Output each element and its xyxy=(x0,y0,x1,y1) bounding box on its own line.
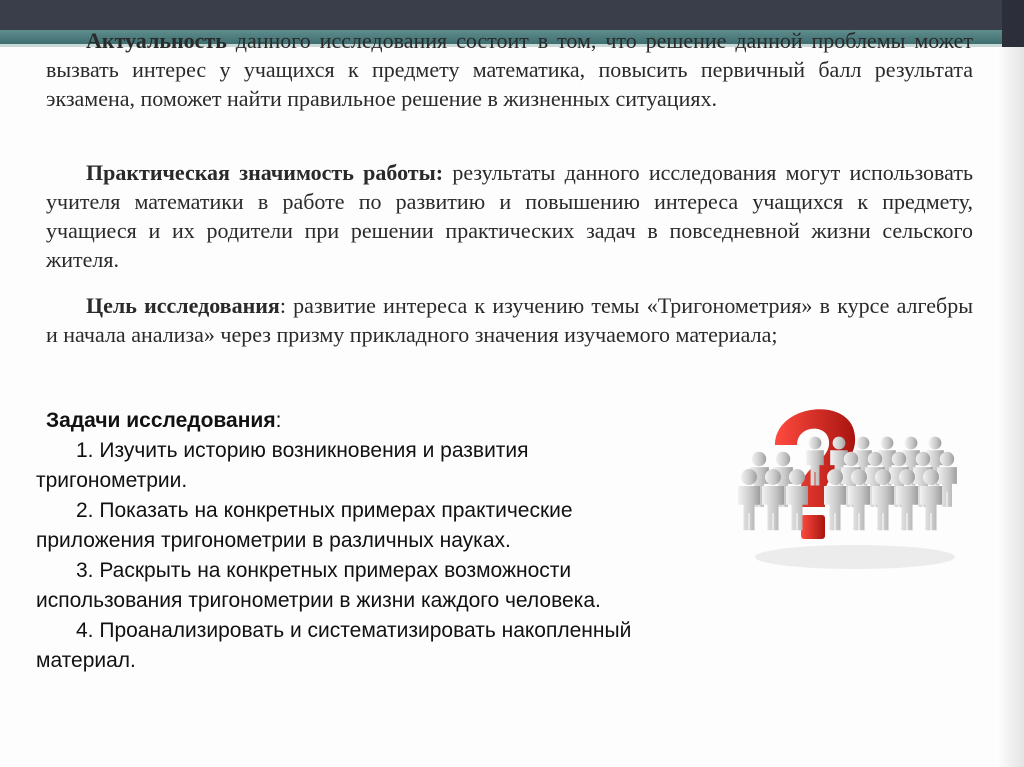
question-mark-dot xyxy=(801,515,825,539)
crowd-group xyxy=(738,437,957,531)
significance-text: результаты данного исследования могут использовать учителя математики в работе по развитию и повышению интереса учащихся к предмету, учащиеся и их родители при решении практических задач в повседневной жизни сельского жителя. xyxy=(46,160,973,272)
task-line: тригонометрии. xyxy=(36,469,188,492)
paragraph-actuality xyxy=(46,26,973,113)
goal-text: развитие интереса к изучению темы «Тригонометрия» в курсе алгебры и начала анализа» через призму прикладного значения изучаемого материала; xyxy=(46,293,974,347)
person-figure xyxy=(872,469,894,530)
goal-colon: : xyxy=(279,293,286,318)
person-figure xyxy=(824,469,846,530)
question-mark-crowd-icon xyxy=(735,385,965,575)
slide-edge-shadow xyxy=(996,0,1024,767)
actuality-lead: Актуальность xyxy=(86,28,227,53)
tasks-heading-colon: : xyxy=(275,409,282,432)
significance-lead: Практическая значимость работы: xyxy=(86,160,444,185)
task-line: приложения тригонометрии в различных науках. xyxy=(36,529,511,552)
tasks-heading: Задачи исследования xyxy=(46,409,276,432)
task-line: 4. Проанализировать и систематизировать накопленный xyxy=(76,619,632,642)
tasks-section xyxy=(36,406,776,676)
task-line: 1. Изучить историю возникновения и развития xyxy=(76,439,529,462)
person-figure xyxy=(762,469,784,530)
paragraph-goal xyxy=(46,291,973,349)
task-line: 3. Раскрыть на конкретных примерах возможности xyxy=(76,559,572,582)
tasks-heading-line xyxy=(36,406,776,436)
paragraph-significance xyxy=(46,158,973,274)
ground-shadow xyxy=(755,545,955,569)
goal-lead: Цель исследования xyxy=(86,293,280,318)
person-figure xyxy=(738,469,760,530)
task-line: использования тригонометрии в жизни каждого человека. xyxy=(36,589,601,612)
person-figure xyxy=(896,469,918,530)
header-corner xyxy=(1002,0,1024,47)
person-figure xyxy=(848,469,870,530)
task-line: материал. xyxy=(36,649,136,672)
task-line: 2. Показать на конкретных примерах практические xyxy=(76,499,573,522)
actuality-text: данного исследования состоит в том, что решение данной проблемы может вызвать интерес у учащихся к предмету математика, повысить первичный балл результата экзамена, поможет найти правильное решение в жизненных ситуациях. xyxy=(46,28,973,111)
person-figure xyxy=(920,469,942,530)
